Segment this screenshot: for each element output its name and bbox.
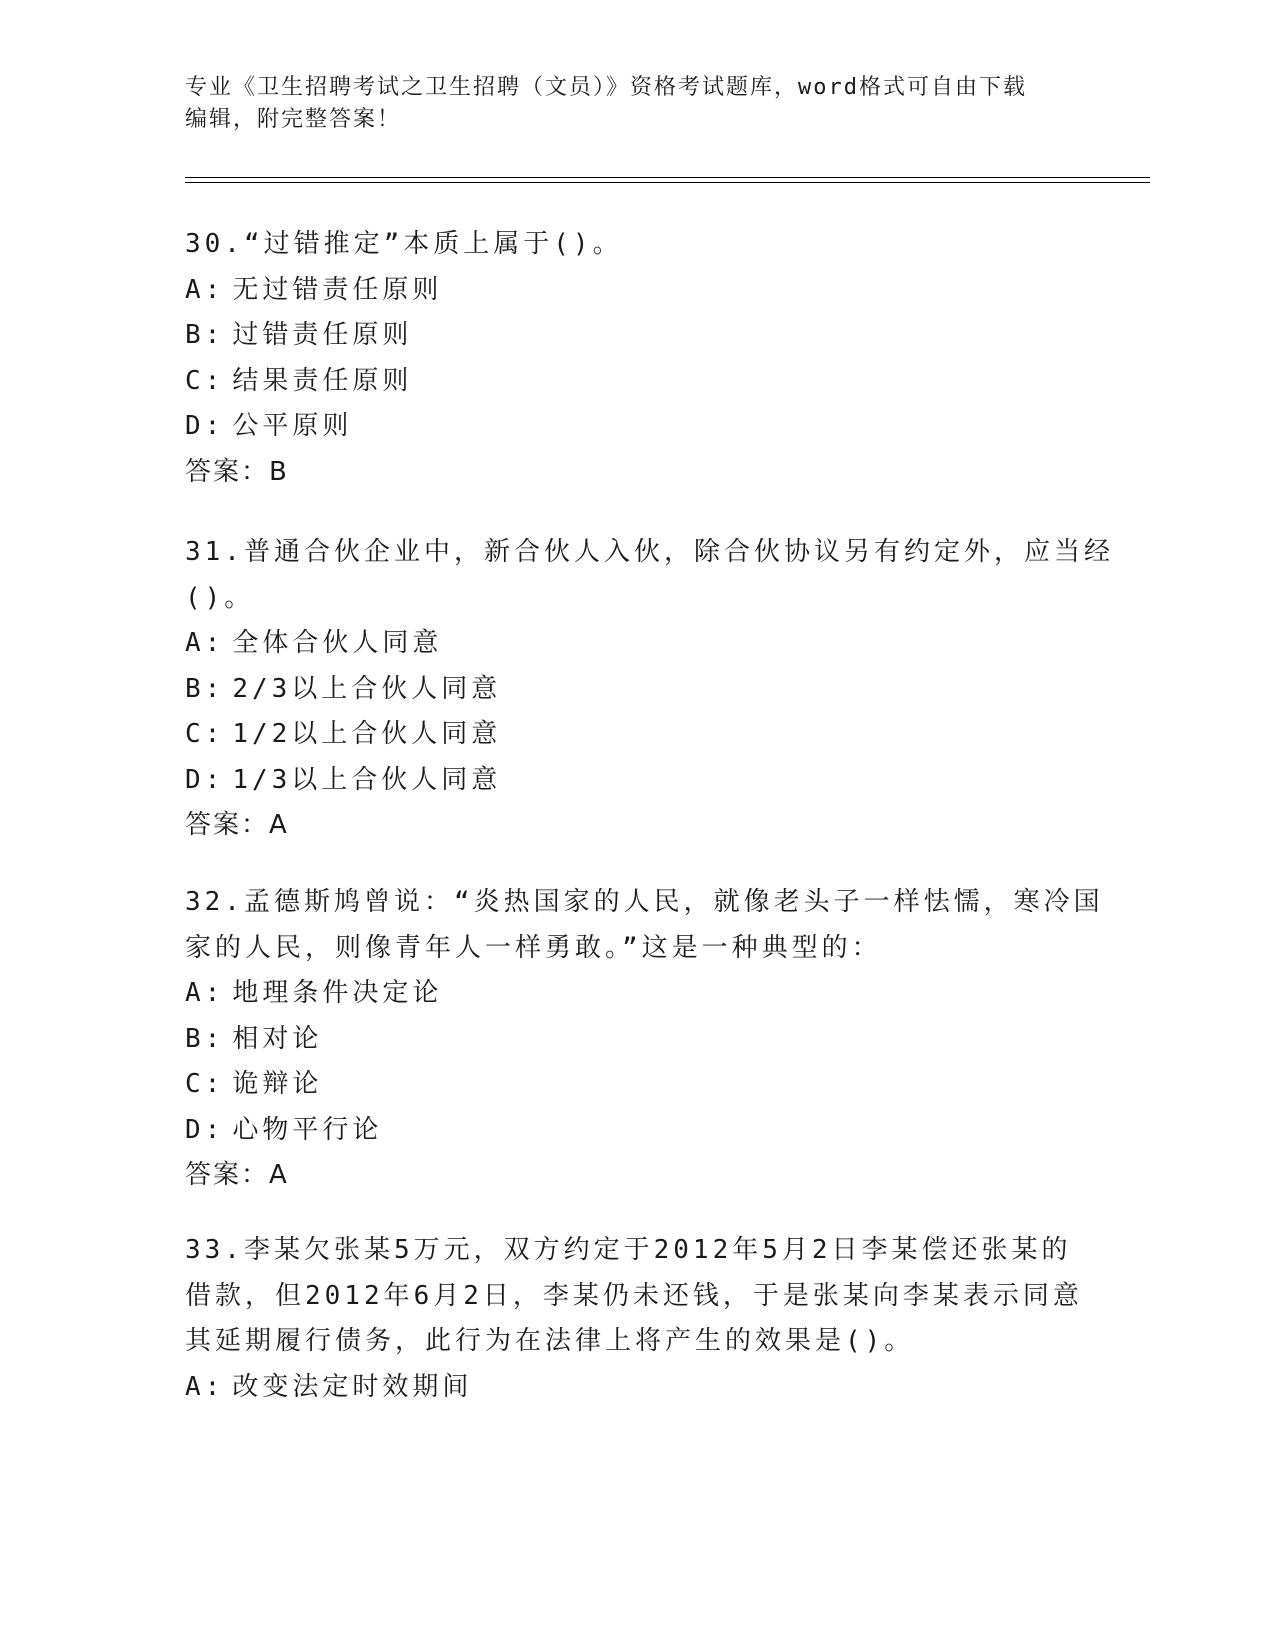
option-letter: A: — [185, 274, 225, 305]
option-b — [185, 1017, 1085, 1063]
option-text: 全体合伙人同意 — [232, 628, 443, 658]
option-d — [185, 758, 1085, 804]
option-letter: D: — [185, 1114, 225, 1145]
option-letter: B: — [185, 673, 225, 704]
option-letter: D: — [185, 411, 225, 441]
answer: 答案：B — [185, 456, 289, 487]
option-letter: C: — [185, 1069, 225, 1099]
option-text: 无过错责任原则 — [232, 274, 443, 305]
question-stem-line-1: 33.李某欠张某5万元，双方约定于2012年5月2日李某偿还张某的 — [185, 1235, 1072, 1265]
question-stem-line-2: ()。 — [185, 582, 255, 613]
option-letter: B: — [185, 320, 225, 350]
option-text: 过错责任原则 — [232, 320, 413, 350]
header-line-1: 专业《卫生招聘考试之卫生招聘（文员）》资格考试题库，word格式可自由下载 — [185, 75, 1027, 100]
option-text: 诡辩论 — [232, 1069, 323, 1099]
option-c — [185, 359, 1085, 405]
option-text: 改变法定时效期间 — [232, 1371, 473, 1402]
option-c — [185, 1062, 1085, 1108]
header-divider-bottom — [185, 182, 1150, 183]
option-text: 2/3以上合伙人同意 — [232, 673, 502, 704]
question-30 — [185, 222, 1085, 495]
option-a — [185, 268, 1085, 314]
option-text: 1/2以上合伙人同意 — [232, 719, 502, 749]
header-line-2: 编辑，附完整答案！ — [185, 107, 402, 132]
option-letter: A: — [185, 978, 225, 1008]
option-letter: B: — [185, 1023, 225, 1054]
option-d — [185, 404, 1085, 450]
option-text: 1/3以上合伙人同意 — [232, 764, 502, 795]
option-text: 地理条件决定论 — [232, 978, 443, 1008]
header-divider-top — [185, 177, 1150, 178]
question-stem-line-1: 32.孟德斯鸠曾说：“炎热国家的人民，就像老头子一样怯懦，寒冷国 — [185, 887, 1104, 917]
question-stem-line-1: 31.普通合伙企业中，新合伙人入伙，除合伙协议另有约定外，应当经 — [185, 537, 1114, 567]
option-text: 心物平行论 — [232, 1114, 383, 1145]
answer: 答案：A — [185, 810, 289, 840]
question-32 — [185, 880, 1104, 1199]
question-stem-line-2: 借款，但2012年6月2日，李某仍未还钱，于是张某向李某表示同意 — [185, 1280, 1083, 1311]
question-stem-line-3: 其延期履行债务，此行为在法律上将产生的效果是()。 — [185, 1326, 915, 1356]
option-d — [185, 1108, 1085, 1154]
option-text: 公平原则 — [232, 411, 353, 441]
question-stem: 30.“过错推定”本质上属于()。 — [185, 229, 623, 259]
option-b — [185, 313, 1085, 359]
question-stem-line-2: 家的人民，则像青年人一样勇敢。”这是一种典型的： — [185, 932, 882, 963]
option-letter: C: — [185, 365, 225, 396]
document-header — [185, 72, 1085, 136]
question-31 — [185, 530, 1114, 849]
option-a — [185, 1365, 1085, 1411]
option-letter: D: — [185, 764, 225, 795]
option-b — [185, 667, 1085, 713]
answer: 答案：A — [185, 1160, 289, 1190]
option-letter: A: — [185, 628, 225, 658]
option-text: 结果责任原则 — [232, 365, 413, 396]
option-text: 相对论 — [232, 1023, 323, 1054]
option-a — [185, 621, 1085, 667]
option-letter: A: — [185, 1371, 225, 1402]
question-33 — [185, 1228, 1085, 1410]
option-a — [185, 971, 1085, 1017]
option-letter: C: — [185, 719, 225, 749]
option-c — [185, 712, 1085, 758]
